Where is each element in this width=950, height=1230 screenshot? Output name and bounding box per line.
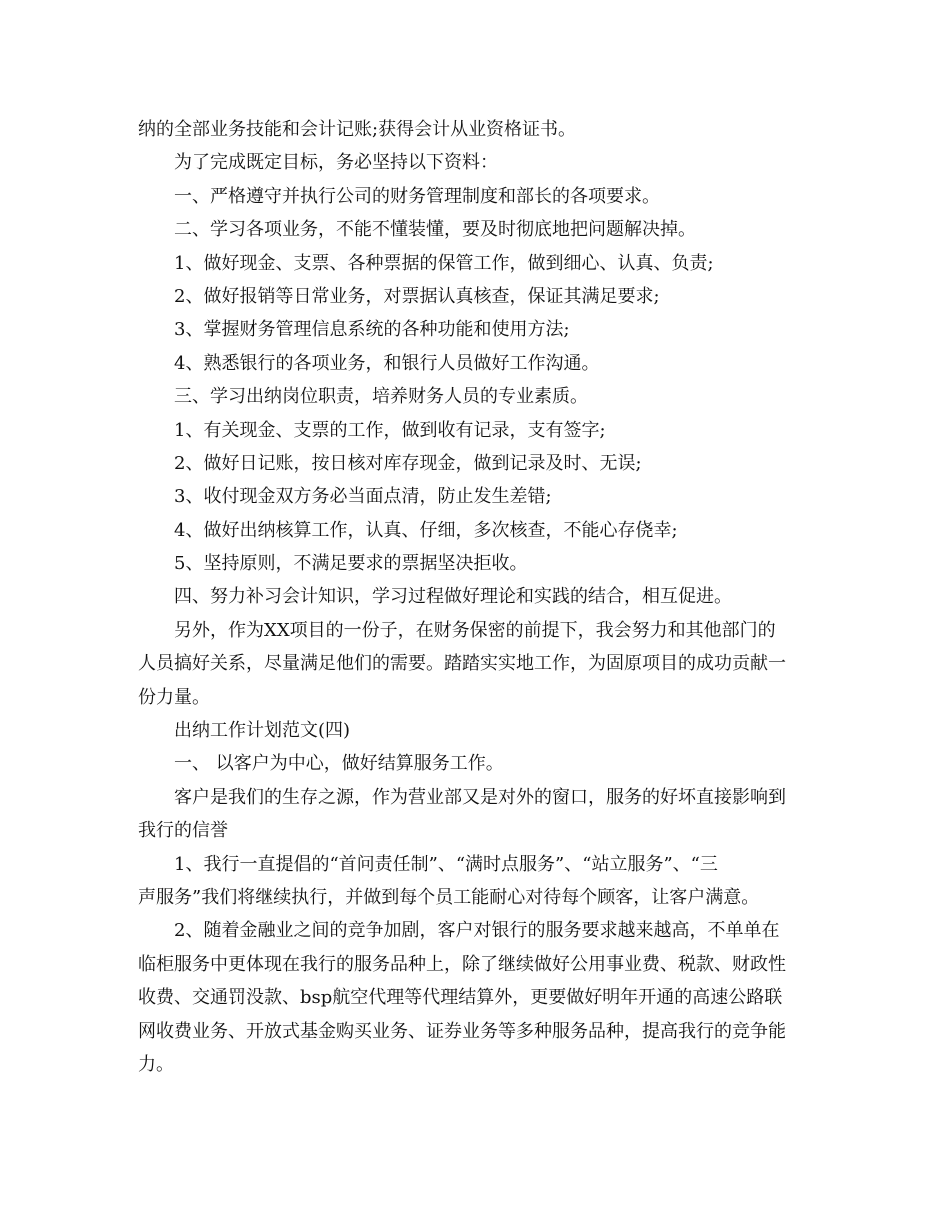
text-line: 我行的信誉: [138, 820, 228, 842]
text-line: 力。: [138, 1053, 174, 1075]
text-line: 人员搞好关系，尽量满足他们的需要。踏踏实实地工作，为固原项目的成功贡献一: [138, 653, 786, 675]
text-line: 1、我行一直提倡的“首问责任制”、“满时点服务”、“站立服务”、“三: [174, 853, 718, 875]
text-line: 另外，作为XX项目的一份子，在财务保密的前提下，我会努力和其他部门的: [174, 619, 776, 641]
text-line: 为了完成既定目标，务必坚持以下资料：: [174, 152, 498, 174]
text-line: 一、 以客户为中心，做好结算服务工作。: [174, 753, 504, 775]
text-line: 网收费业务、开放式基金购买业务、证券业务等多种服务品种，提高我行的竞争能: [138, 1020, 786, 1042]
text-line: 1、有关现金、支票的工作，做到收有记录，支有签字;: [174, 419, 606, 441]
text-line: 2、做好报销等日常业务，对票据认真核查，保证其满足要求;: [174, 285, 660, 307]
text-line: 2、做好日记账，按日核对库存现金，做到记录及时、无误;: [174, 452, 642, 474]
section-heading: 出纳工作计划范文(四): [174, 720, 351, 742]
text-line: 1、做好现金、支票、各种票据的保管工作，做到细心、认真、负责;: [174, 252, 714, 274]
text-line: 二、学习各项业务，不能不懂装懂，要及时彻底地把问题解决掉。: [174, 219, 696, 241]
text-line: 4、熟悉银行的各项业务，和银行人员做好工作沟通。: [174, 352, 600, 374]
text-line: 声服务”我们将继续执行，并做到每个员工能耐心对待每个顾客，让客户满意。: [138, 886, 760, 908]
text-line: 5、坚持原则，不满足要求的票据坚决拒收。: [174, 553, 528, 575]
text-line: 纳的全部业务技能和会计记账;获得会计从业资格证书。: [138, 119, 577, 140]
text-line: 三、学习出纳岗位职责，培养财务人员的专业素质。: [174, 386, 588, 408]
text-line: 3、收付现金双方务必当面点清，防止发生差错;: [174, 486, 552, 508]
text-line: 2、随着金融业之间的竞争加剧，客户对银行的服务要求越来越高，不单单在: [174, 920, 780, 942]
text-line: 一、严格遵守并执行公司的财务管理制度和部长的各项要求。: [174, 185, 660, 207]
document-body: [138, 113, 814, 1081]
text-line: 客户是我们的生存之源，作为营业部又是对外的窗口，服务的好坏直接影响到: [174, 786, 786, 808]
text-line: 临柜服务中更体现在我行的服务品种上，除了继续做好公用事业费、税款、财政性: [138, 953, 786, 975]
text-line: 四、努力补习会计知识，学习过程做好理论和实践的结合，相互促进。: [174, 586, 732, 608]
text-line: 份力量。: [138, 686, 210, 708]
text-line: 3、掌握财务管理信息系统的各种功能和使用方法;: [174, 319, 570, 341]
text-line: 收费、交通罚没款、bsp航空代理等代理结算外，更要做好明年开通的高速公路联: [138, 987, 783, 1009]
text-line: 4、做好出纳核算工作，认真、仔细，多次核查，不能心存侥幸;: [174, 519, 678, 541]
